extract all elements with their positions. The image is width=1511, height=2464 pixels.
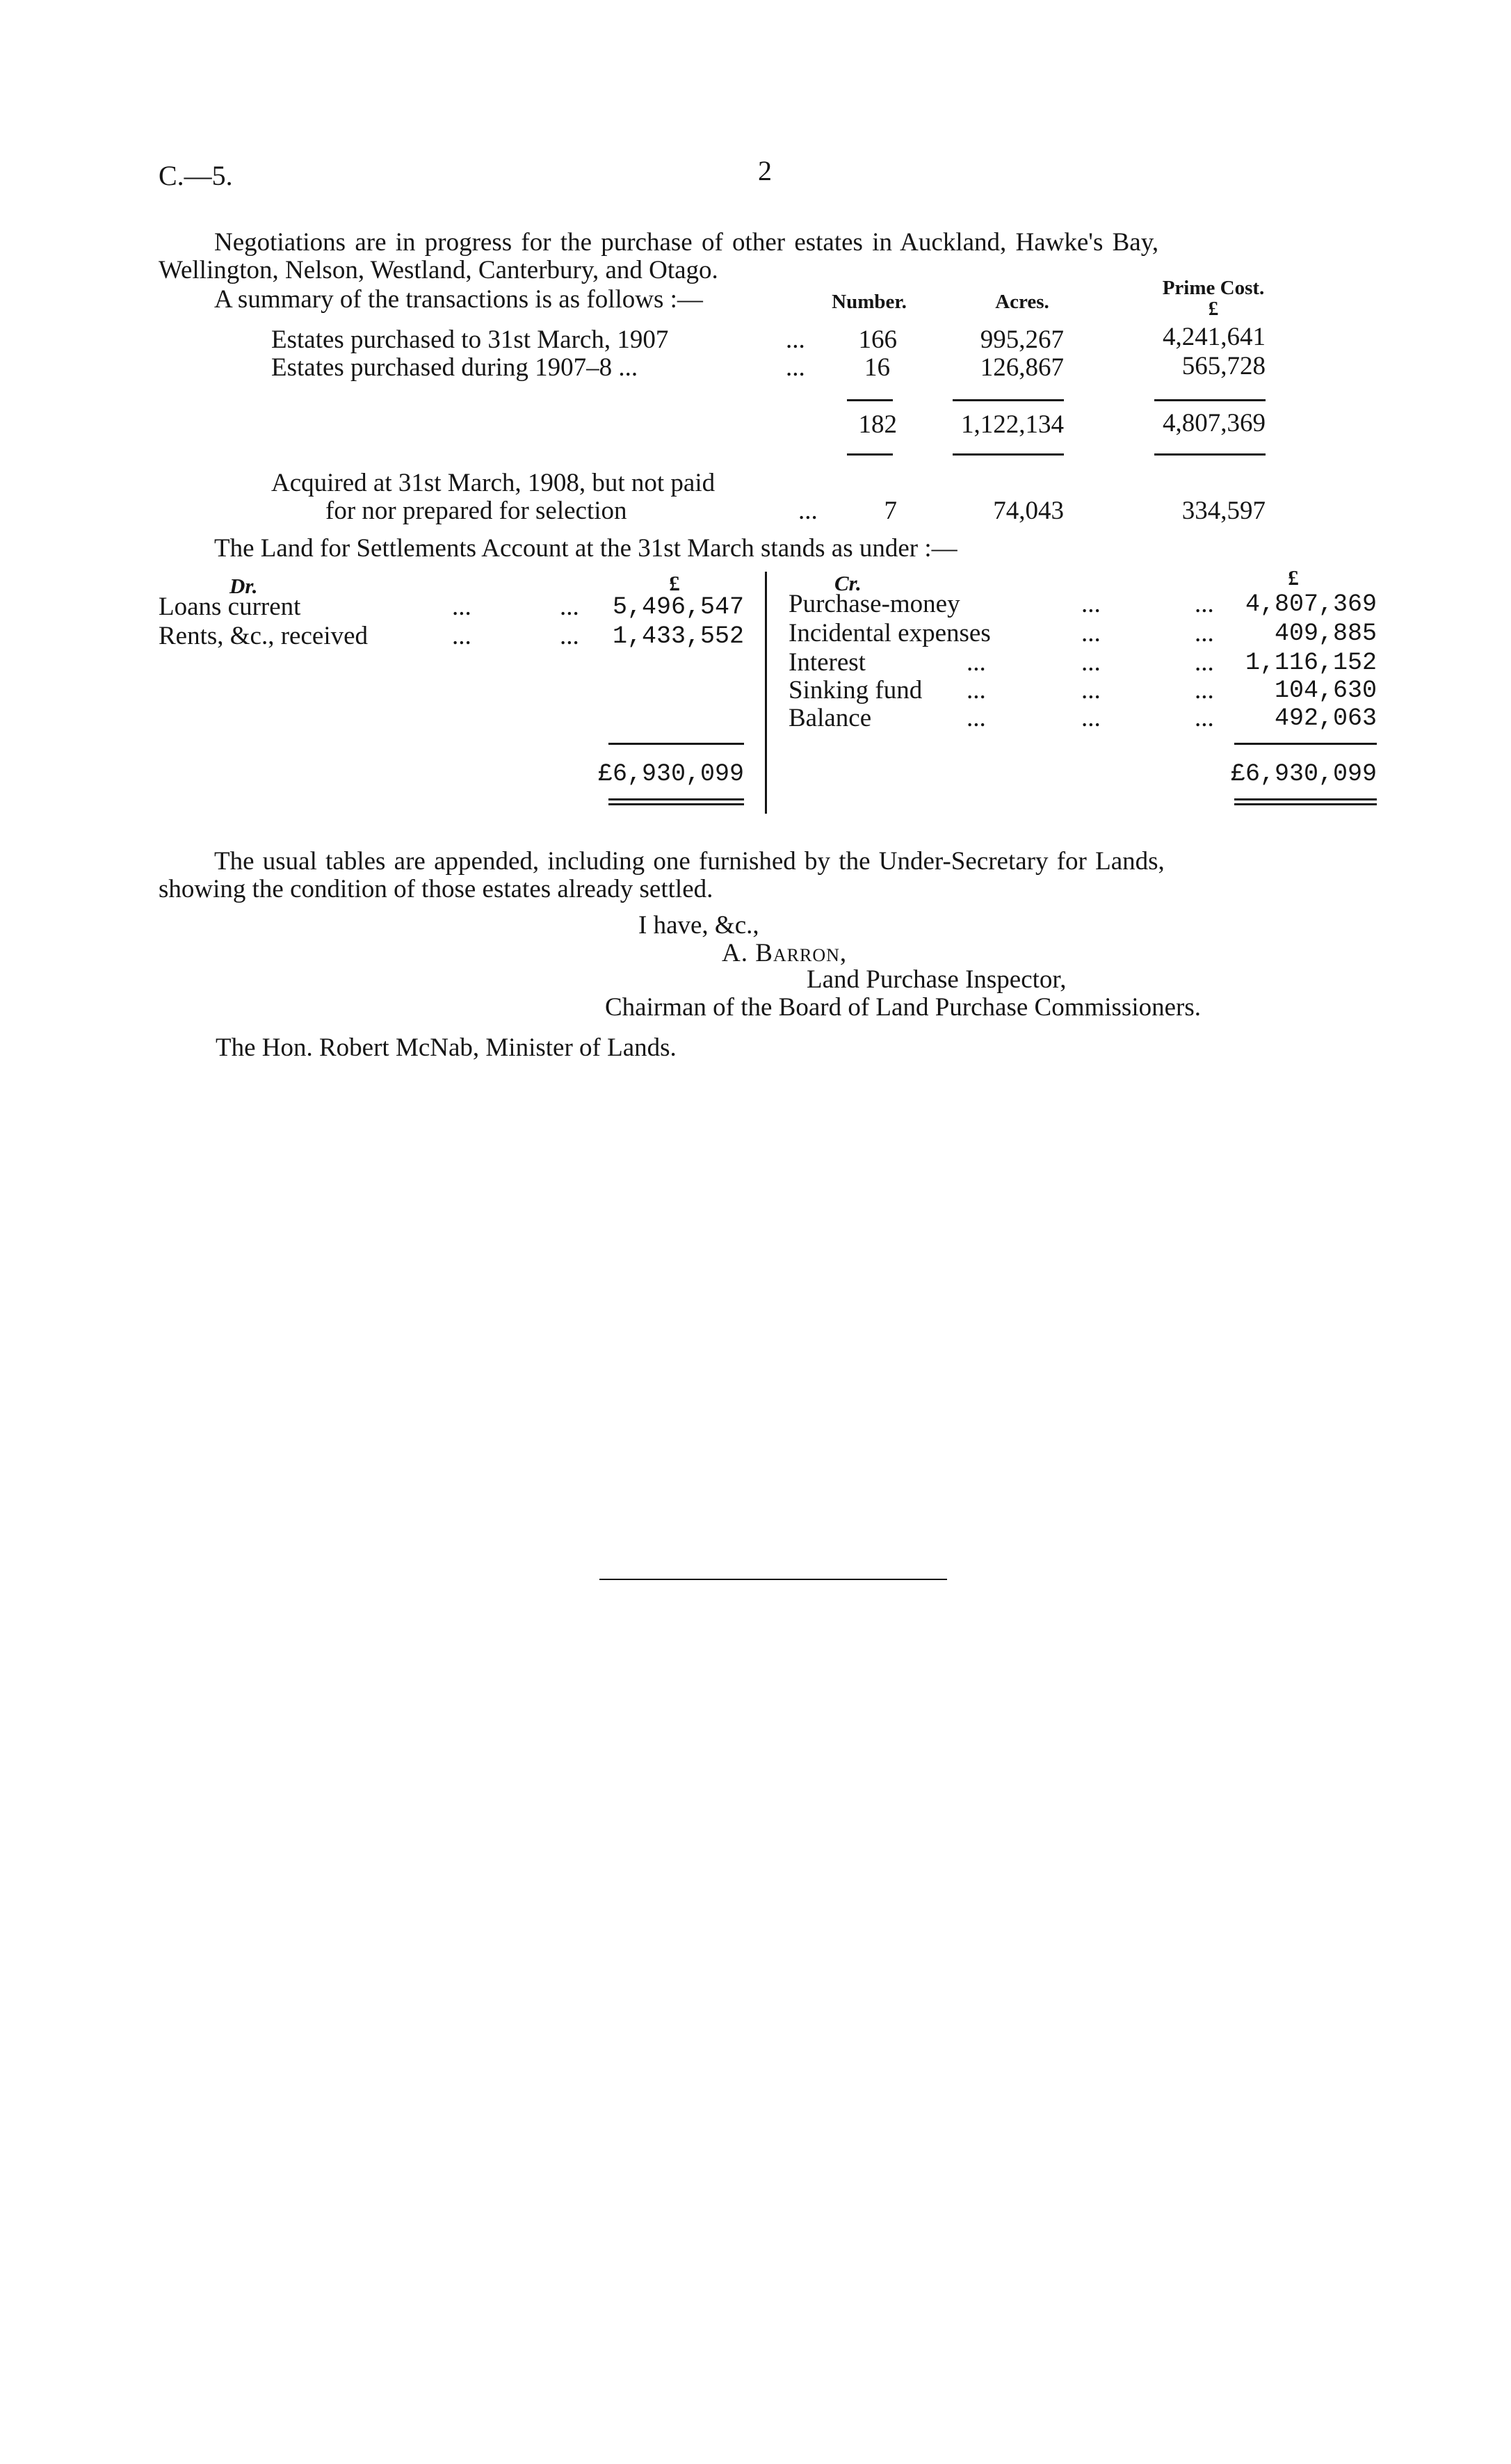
dr-total-rule [608, 743, 744, 745]
addressee: The Hon. Robert McNab, Minister of Lands. [216, 1033, 677, 1062]
dr-row-dots: ... [452, 622, 471, 650]
cr-heading: Cr. [834, 571, 862, 595]
summary-rule-acres-below [953, 453, 1064, 456]
summary-row-acres: 126,867 [980, 353, 1064, 382]
cr-total-rule [1234, 743, 1377, 745]
dr-row-dots: ... [560, 593, 579, 621]
doc-reference: C.—5. [159, 160, 233, 191]
cr-row-amount: 4,807,369 [1245, 590, 1377, 618]
signature-name: A. Barron, [722, 939, 848, 967]
summary-row-label: Estates purchased to 31st March, 1907 [271, 325, 669, 354]
acquired-line-2: for nor prepared for selection [325, 497, 627, 525]
cr-row-dots: ... [1081, 704, 1101, 732]
closing-line-1: The usual tables are appended, including one furnished by the Under-Secretary for Lands, [214, 847, 1165, 876]
cr-row-amount: 492,063 [1274, 704, 1377, 732]
summary-total-number: 182 [858, 410, 897, 439]
cr-total: £6,930,099 [1230, 760, 1377, 788]
acquired-acres: 74,043 [993, 497, 1064, 525]
cr-row-dots: ... [1081, 676, 1101, 704]
signature-title-1: Land Purchase Inspector, [807, 965, 1067, 994]
acquired-cost: 334,597 [1181, 497, 1266, 525]
intro-line-1: Negotiations are in progress for the purchase of other estates in Auckland, Hawke's Bay, [214, 228, 1159, 257]
cr-row-label: Balance [789, 704, 872, 732]
dr-row-amount: 5,496,547 [612, 593, 744, 621]
dr-total: £6,930,099 [597, 760, 744, 788]
summary-rule-number [847, 399, 893, 401]
cr-row-dots: ... [1195, 676, 1214, 704]
dr-row-amount: 1,433,552 [612, 622, 744, 650]
cr-row-label: Incidental expenses [789, 619, 991, 647]
dr-row-dots: ... [560, 622, 579, 650]
cr-row-dots: ... [1195, 704, 1214, 732]
cr-row-dots: ... [1081, 648, 1101, 677]
summary-total-cost: 4,807,369 [1163, 409, 1266, 437]
closing-line-2: showing the condition of those estates already settled. [159, 875, 713, 903]
summary-row-cost: 565,728 [1181, 352, 1266, 380]
dr-row-label: Loans current [159, 593, 301, 621]
summary-rule-number-below [847, 453, 893, 456]
summary-row-number: 16 [864, 353, 890, 382]
summary-rule-cost-below [1154, 453, 1266, 456]
acquired-line-1: Acquired at 31st March, 1908, but not paid [271, 469, 716, 497]
cr-row-dots: ... [1081, 619, 1101, 647]
cr-row-dots: ... [1195, 619, 1214, 647]
summary-header-acres: Acres. [995, 291, 1049, 313]
summary-total-acres: 1,122,134 [961, 410, 1064, 439]
cr-row-dots: ... [1081, 590, 1101, 618]
dr-heading: Dr. [229, 574, 258, 598]
page-end-rule [599, 1579, 947, 1580]
cr-currency: £ [1288, 565, 1299, 590]
account-divider [765, 572, 767, 814]
dr-row-label: Rents, &c., received [159, 622, 369, 650]
summary-row-number: 166 [858, 325, 897, 354]
intro-line-2: Wellington, Nelson, Westland, Canterbury, and Otago. [159, 256, 718, 284]
summary-rule-acres [953, 399, 1064, 401]
cr-row-label: Interest [789, 648, 866, 677]
dr-currency: £ [669, 571, 680, 595]
cr-row-dots: ... [1195, 590, 1214, 618]
cr-row-label: Sinking fund [789, 676, 923, 704]
page-number: 2 [758, 155, 772, 186]
signature-title-2: Chairman of the Board of Land Purchase Commissioners. [605, 993, 1201, 1022]
summary-row-dots: ... [786, 353, 805, 382]
summary-row-label: Estates purchased during 1907–8 ... [271, 353, 638, 382]
summary-header-currency: £ [1208, 298, 1219, 320]
acquired-number: 7 [884, 497, 897, 525]
summary-row-cost: 4,241,641 [1163, 323, 1266, 351]
cr-row-dots: ... [967, 676, 986, 704]
cr-total-double-rule [1234, 798, 1377, 805]
summary-row-acres: 995,267 [980, 325, 1064, 354]
summary-rule-cost [1154, 399, 1266, 401]
dr-row-dots: ... [452, 593, 471, 621]
account-lead: The Land for Settlements Account at the 31st March stands as under :— [214, 534, 957, 563]
cr-row-dots: ... [967, 704, 986, 732]
signature-salutation: I have, &c., [638, 911, 759, 940]
summary-header-number: Number. [832, 291, 907, 313]
summary-lead: A summary of the transactions is as follows :— [214, 285, 703, 314]
cr-row-amount: 409,885 [1274, 620, 1377, 647]
summary-row-dots: ... [786, 325, 805, 354]
cr-row-dots: ... [967, 648, 986, 677]
cr-row-amount: 1,116,152 [1245, 649, 1377, 677]
summary-header-prime-cost: Prime Cost. [1162, 277, 1265, 299]
dr-total-double-rule [608, 798, 744, 805]
acquired-dots: ... [798, 497, 818, 525]
cr-row-amount: 104,630 [1274, 677, 1377, 704]
cr-row-dots: ... [1195, 648, 1214, 677]
cr-row-label: Purchase-money [789, 590, 960, 618]
